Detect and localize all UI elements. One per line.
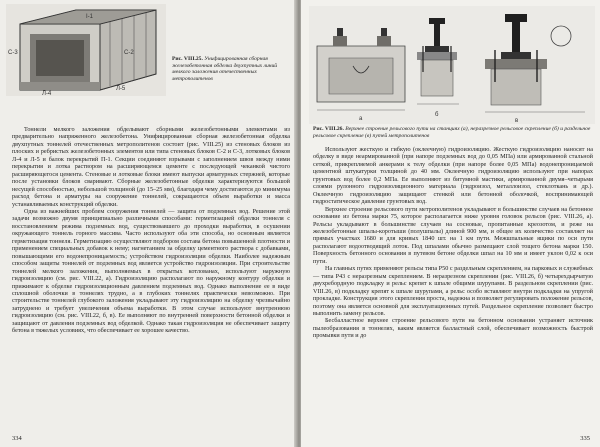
caption-number: Рис. VIII.25.	[172, 56, 203, 62]
paragraph: Тоннели мелкого заложения обделывают сборными железобетонными элементами из предварительно напряженного железобетона. Унифицированная сборная железобетонная обделка двухпутных тоннелей отечественных метрополитенов состоит (рис. VIII.25) из стеновых блоков из плоских и ребристых железобетонных элементов или типа стеновых блоков С-2 и С-3, лотковых блоков Л-4 и Л-5 и балок перекрытий П-1. Секции соединяют взрывами с заполнением швов между ними перекрытия и лотка раствором на расширяющемся цементе с последующей чеканкой чистого расширяющегося цемента. Стеновые и лотковые блоки имеют выпуски арматурных стержней, которые после установки блоков сваривают. Сборные железобетонные обделки характеризуются большой несущей способностью, небольшой толщиной (до 15–25 мм), благодаря чему достигаются до минимума расход бетона и арматуры на сооружение тоннелей, сокращаются объем выработки и масса устанавливаемых конструкций обделки.	[12, 126, 290, 208]
right-page	[301, 0, 600, 447]
figure-caption-right	[313, 126, 591, 139]
fig-label-c3: C-3	[8, 50, 18, 56]
fig-label-p1: I-1	[86, 14, 94, 20]
tunnel-lining-figure	[6, 4, 166, 96]
fig-label-l5: Л-5	[116, 86, 126, 92]
fig-label-b: б	[435, 112, 439, 118]
figure-caption-left	[172, 56, 290, 82]
paragraph: Одна из важнейших проблем сооружения тоннелей — защита от подземных вод. Решение этой задачи возможно двумя принципиально различными способами: герметизацией обделки тоннеля с восстановлением режима подземных вод, существовавшего до проходки выработки, в осушении окружающего тоннель горного массива. Часто используют оба эти способа, но основным является герметизация тоннеля. Герметизацию осуществляют подбором состава бетона повышенной плотности и применением специальных добавок к нему; нагнетанием за обделку цементного раствора с добавками, повышающими его водонепроницаемость; устройством гидроизоляции обделки. Наиболее надежным способом защиты тоннелей от подземных вод является устройство гидроизоляции. При строительстве тоннелей мелкого заложения, выполняемых в открытых котлованах, используют наружную гидроизоляцию (см. рис. VIII.22, а). Гидроизоляцию располагают по наружному контуру обделки и прижимают к обделке гидроизоляционным давлением подземных вод. Однако выполнение ее в виде сплошной оболочки в тоннелях трудно, а в глубоких тоннелях практически невозможно. При строительстве тоннелей глубокого заложения укладывают эту гидроизоляцию на обделку чрезвычайно затруднено и требует увеличения объема выработки. В этом случае используют внутреннюю гидроизоляцию (см. рис. VIII.22, б, в). Ее выполняют по внутренней поверхности бетонной обделки и защищают от давления подземных вод обделкой. Однако такая гидроизоляция не обеспечивает защиту бетона в тяжелых условиях, что обеспечивает ее хорошее качество.	[12, 207, 290, 335]
paragraph: Используют жесткую и гибкую (оклеечную) гидроизоляцию. Жесткую гидроизоляцию наносят на обделку в виде неармированной (при напоре подземных вод до 0,05 МПа) или армированной стальной сеткой, прикрепляемой анкерами к телу обделки (при напоре более 0,05 МПа) водонепроницаемой цементной штукатурки толщиной до 40 мм. Оклеечную гидроизоляцию используют при напорах грунтовых вод более 0,2 МПа. Ее выполняют из битумной мастики, армированной двумя–четырьмя слоями рулонного гидроизоляционного материала (гидроизол, металлоизол, стеклоткань и др.). Оклеечную гидроизоляцию защищают стенкой или бетонной оболочкой, воспринимающей гидростатическое давление грунтовых вод.	[313, 146, 593, 206]
fig-label-c2: C-2	[124, 50, 134, 56]
page-number-right: 335	[580, 435, 590, 442]
caption-number: Рис. VIII.26.	[313, 126, 344, 132]
paragraph: Бесбалластное верхнее строение рельсового пути на бетонном основании устраняет источник пылеобразования в тоннелях, каким является балластный слой, обеспечивает возможность быстрой промывки пути и до	[313, 317, 593, 340]
fig-label-l4: Л-4	[42, 91, 52, 96]
left-body-text	[12, 126, 290, 335]
page-number-left: 334	[12, 435, 22, 442]
fig-label-a: а	[359, 116, 363, 122]
fig-label-v: в	[515, 118, 519, 124]
rail-track-figure	[309, 6, 595, 124]
left-page	[0, 0, 298, 447]
caption-text: Верхнее строение рельсового пути на станциях (а), неразрезное рельсовое скрепление (б) и раздельное рельсовое скрепление (в) путей метрополитенов	[313, 126, 591, 139]
paragraph: Верхнее строение рельсового пути метрополитенов укладывают в большинстве случаев на бетонное основание из бетона марки 75, которое располагается ниже уровня головок рельсов (рис. VIII.26, а). Рельсы укладывают в большинстве случаев на сосновые, пропитанные креозотом, и реже на железобетонные шпалы-коротыши (полушпалы) длиной 900 мм, и общее их количество составляет на прямых участках 1680 и для кривых 1840 шт. на 1 км пути. Межшпальные ящики по оси пути располагают водоотводящий лоток. Под шпалами обычно размещают слой тощего бетона марки 150. Поверхность бетонного основания в путевом бетоне обделки шпал на 10 мм и имеет уклон 0,02 к оси пути.	[313, 205, 593, 265]
paragraph: На главных путях применяют рельсы типа Р50 с раздельным скреплением, на парковых и служебных — типа Р43 с неразрезным скреплением. В неразрезном скреплении (рис. VIII.26, б) четырехдырчатую двухребордную подкладку и рельс крепят к шпале общими шурупами. В раздельном скреплении (рис. VIII.26, в) подкладку крепят к шпале шурупами, а рельс особо вставляют внутри подкладки на упругой прокладке. Конструкция этого скрепления проста, надежна и позволяет регулировать положение рельсов, поэтому она является основной для эксплуатационных путей. Раздельное скрепление позволяет быстро выполнить замену рельсов.	[313, 265, 593, 317]
right-body-text	[313, 146, 593, 340]
caption-text: Унифицированная сборная железобетонная обделка двухпутных линий мелкого заложения отечественных метрополитенов	[172, 56, 278, 82]
